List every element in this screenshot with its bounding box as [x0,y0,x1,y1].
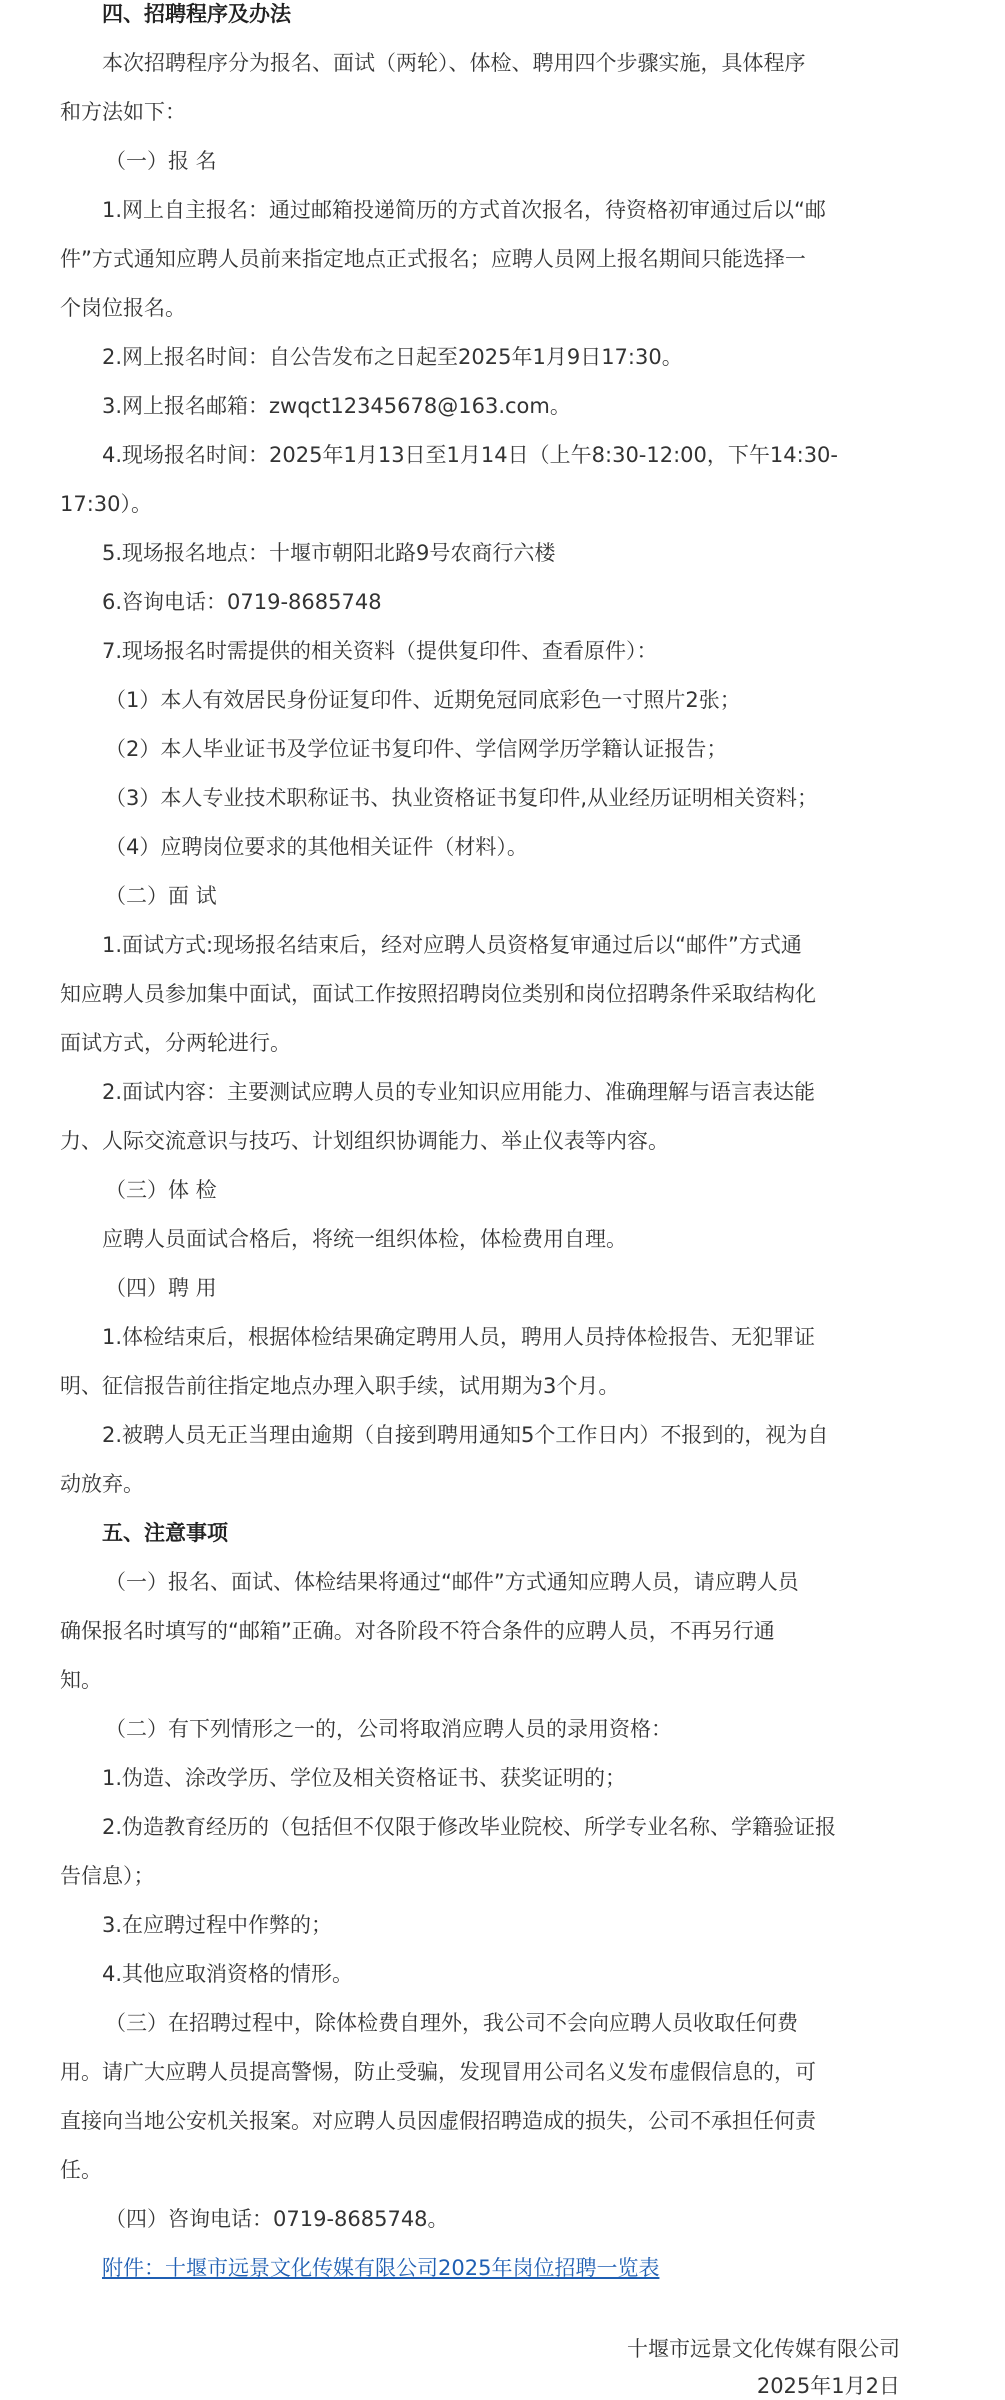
registration-item-5: 5.现场报名地点：十堰市朝阳北路9号农商行六楼 [102,541,556,565]
interview-item-1-line-3: 面试方式，分两轮进行。 [60,1031,291,1055]
registration-item-1-line-3: 个岗位报名。 [60,296,186,320]
notice-3-line-1: （三）在招聘过程中，除体检费自理外，我公司不会向应聘人员收取任何费 [105,2011,798,2035]
interview-item-1-line-2: 知应聘人员参加集中面试，面试工作按照招聘岗位类别和岗位招聘条件采取结构化 [60,982,816,1006]
hiring-item-2-line-1: 2.被聘人员无正当理由逾期（自接到聘用通知5个工作日内）不报到的，视为自 [102,1423,829,1447]
subheading-medical-exam: （三）体 检 [105,1178,217,1202]
subheading-registration: （一）报 名 [105,149,217,173]
registration-item-7: 7.现场报名时需提供的相关资料（提供复印件、查看原件）： [102,639,658,663]
hiring-item-1-line-1: 1.体检结束后，根据体检结果确定聘用人员，聘用人员持体检报告、无犯罪证 [102,1325,816,1349]
medical-exam-text: 应聘人员面试合格后，将统一组织体检，体检费用自理。 [102,1227,627,1251]
registration-item-1-line-2: 件”方式通知应聘人员前来指定地点正式报名；应聘人员网上报名期间只能选择一 [60,247,806,271]
notice-1-line-3: 知。 [60,1668,102,1692]
subheading-interview: （二）面 试 [105,884,217,908]
registration-item-6: 6.咨询电话：0719-8685748 [102,590,382,614]
registration-item-4-line-2: 17:30）。 [60,492,153,516]
hiring-item-1-line-2: 明、征信报告前往指定地点办理入职手续，试用期为3个月。 [60,1374,620,1398]
registration-item-3: 3.网上报名邮箱：zwqct12345678@163.com。 [102,394,571,418]
signature-date: 2025年1月2日 [756,2374,900,2398]
notice-1-line-2: 确保报名时填写的“邮箱”正确。对各阶段不符合条件的应聘人员，不再另行通 [60,1619,775,1643]
section4-heading: 四、招聘程序及办法 [102,2,291,26]
intro-line-2: 和方法如下： [60,100,186,124]
registration-item-4-line-1: 4.现场报名时间：2025年1月13日至1月14日（上午8:30-12:00，下午14:30- [102,443,838,467]
materials-item-3: （3）本人专业技术职称证书、执业资格证书复印件,从业经历证明相关资料； [105,786,819,810]
hiring-item-2-line-2: 动放弃。 [60,1472,144,1496]
materials-item-2: （2）本人毕业证书及学位证书复印件、学信网学历学籍认证报告； [105,737,728,761]
notice-2-item-3: 3.在应聘过程中作弊的； [102,1913,333,1937]
notice-2-item-2-line-2: 告信息）； [60,1864,155,1888]
notice-2-item-2-line-1: 2.伪造教育经历的（包括但不仅限于修改毕业院校、所学专业名称、学籍验证报 [102,1815,837,1839]
section5-heading: 五、注意事项 [102,1521,228,1545]
notice-2-item-1: 1.伪造、涂改学历、学位及相关资格证书、获奖证明的； [102,1766,627,1790]
interview-item-1-line-1: 1.面试方式:现场报名结束后，经对应聘人员资格复审通过后以“邮件”方式通 [102,933,802,957]
intro-line-1: 本次招聘程序分为报名、面试（两轮）、体检、聘用四个步骤实施，具体程序 [102,51,806,75]
notice-3-line-3: 直接向当地公安机关报案。对应聘人员因虚假招聘造成的损失，公司不承担任何责 [60,2109,816,2133]
notice-4-phone: （四）咨询电话：0719-8685748。 [105,2207,449,2231]
attachment-link[interactable]: 附件：十堰市远景文化传媒有限公司2025年岗位招聘一览表 [102,2256,660,2280]
materials-item-1: （1）本人有效居民身份证复印件、近期免冠同底彩色一寸照片2张； [105,688,741,712]
subheading-hiring: （四）聘 用 [105,1276,217,1300]
notice-3-line-2: 用。请广大应聘人员提高警惕，防止受骗，发现冒用公司名义发布虚假信息的，可 [60,2060,816,2084]
registration-item-2: 2.网上报名时间：自公告发布之日起至2025年1月9日17:30。 [102,345,683,369]
notice-2: （二）有下列情形之一的，公司将取消应聘人员的录用资格： [105,1717,672,1741]
notice-2-item-4: 4.其他应取消资格的情形。 [102,1962,354,1986]
materials-item-4: （4）应聘岗位要求的其他相关证件（材料）。 [105,835,528,859]
signature-company: 十堰市远景文化传媒有限公司 [627,2337,900,2361]
registration-item-1-line-1: 1.网上自主报名：通过邮箱投递简历的方式首次报名，待资格初审通过后以“邮 [102,198,826,222]
notice-3-line-4: 任。 [60,2158,102,2182]
interview-item-2-line-1: 2.面试内容：主要测试应聘人员的专业知识应用能力、准确理解与语言表达能 [102,1080,816,1104]
notice-1-line-1: （一）报名、面试、体检结果将通过“邮件”方式通知应聘人员，请应聘人员 [105,1570,799,1594]
interview-item-2-line-2: 力、人际交流意识与技巧、计划组织协调能力、举止仪表等内容。 [60,1129,669,1153]
